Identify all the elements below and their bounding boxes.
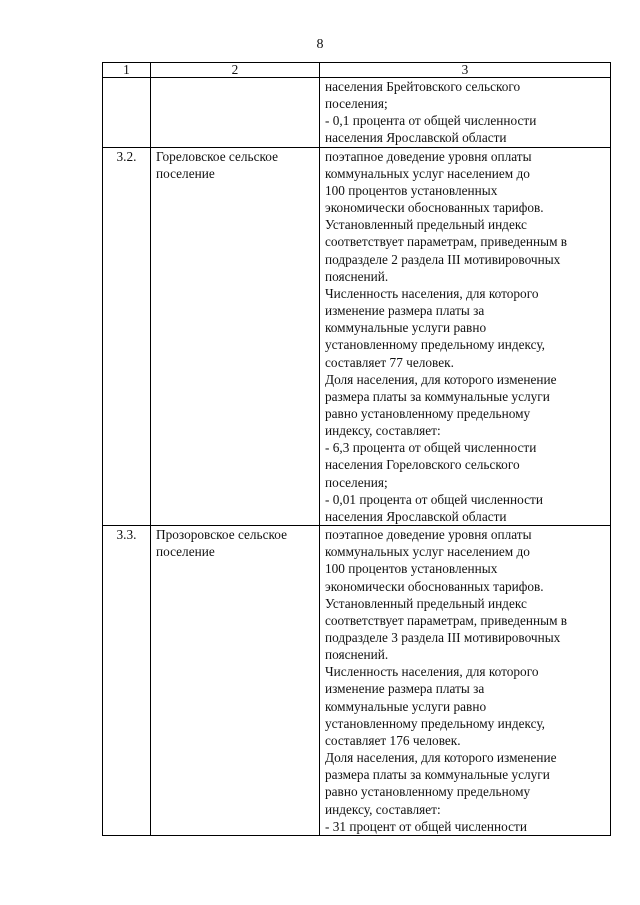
table-body — [103, 78, 611, 836]
description-line: - 6,3 процента от общей численности — [325, 440, 537, 456]
description-line: поселения; — [325, 96, 388, 112]
description-line: равно установленному предельному — [325, 784, 531, 800]
description-line: установленному предельному индексу, — [325, 715, 545, 731]
description-line: коммунальные услуги равно — [325, 698, 487, 714]
description-line: составляет 77 человек. — [325, 354, 454, 370]
description-line: Установленный предельный индекс — [325, 595, 527, 611]
description-line: экономически обоснованных тарифов. — [325, 200, 544, 216]
description-line: - 31 процент от общей численности — [325, 818, 527, 834]
description-line: населения Брейтовского сельского — [325, 79, 521, 94]
description-line: индексу, составляет: — [325, 423, 441, 439]
description-line: - 0,1 процента от общей численности — [325, 113, 537, 129]
table-row — [103, 526, 611, 836]
description-line: соответствует параметрам, приведенным в — [325, 612, 568, 628]
description-line: пояснений. — [325, 647, 389, 663]
description-cell — [320, 78, 611, 148]
row-number: 3.3. — [103, 526, 151, 836]
description-line: экономически обоснованных тарифов. — [325, 578, 544, 594]
description-line: Доля населения, для которого изменение — [325, 371, 557, 387]
description-line: пояснений. — [325, 268, 389, 284]
description-line: населения Ярославской области — [325, 130, 507, 146]
settlement-name-cell — [151, 78, 320, 148]
row-number: 3.2. — [103, 147, 151, 525]
description-line: равно установленному предельному — [325, 405, 531, 421]
description-line: Численность населения, для которого — [325, 285, 539, 301]
description-line: поэтапное доведение уровня оплаты — [325, 527, 532, 543]
column-number-2: 2 — [151, 63, 320, 78]
description-line: Доля населения, для которого изменение — [325, 750, 557, 766]
description-line: 100 процентов установленных — [325, 182, 498, 198]
table-header-row — [103, 63, 611, 78]
settlement-name-line: Прозоровское сельское — [156, 527, 288, 543]
description-line: коммунальных услуг населением до — [325, 165, 530, 181]
description-line: - 0,01 процента от общей численности — [325, 491, 543, 507]
description-line: поэтапное доведение уровня оплаты — [325, 148, 532, 164]
description-line: коммунальные услуги равно — [325, 320, 487, 336]
description-line: поселения; — [325, 474, 388, 490]
description-cell — [320, 147, 611, 525]
settlement-name-line: Гореловское сельское — [156, 148, 278, 164]
description-line: изменение размера платы за — [325, 681, 485, 697]
description-line: размера платы за коммунальные услуги — [325, 388, 550, 404]
row-number — [103, 78, 151, 148]
settlement-name-cell — [151, 526, 320, 836]
description-line: соответствует параметрам, приведенным в — [325, 234, 568, 250]
settlement-name-line: поселение — [156, 165, 215, 181]
settlement-name-line: поселение — [156, 544, 215, 560]
description-cell — [320, 526, 611, 836]
description-line: населения Гореловского сельского — [325, 457, 520, 473]
document-table — [102, 62, 611, 836]
column-number-1: 1 — [103, 63, 151, 78]
description-line: коммунальных услуг населением до — [325, 544, 530, 560]
description-line: подразделе 2 раздела III мотивировочных — [325, 251, 561, 267]
table-row — [103, 147, 611, 525]
description-line: составляет 176 человек. — [325, 732, 461, 748]
description-line: населения Ярославской области — [325, 508, 507, 524]
description-line: размера платы за коммунальные услуги — [325, 767, 550, 783]
description-line: Установленный предельный индекс — [325, 217, 527, 233]
description-line: индексу, составляет: — [325, 801, 441, 817]
page-number: 8 — [316, 37, 324, 52]
settlement-name-cell — [151, 147, 320, 525]
description-line: установленному предельному индексу, — [325, 337, 545, 353]
table-row — [103, 78, 611, 148]
description-line: Численность населения, для которого — [325, 664, 539, 680]
column-number-3: 3 — [320, 63, 611, 78]
description-line: изменение размера платы за — [325, 303, 485, 319]
description-line: 100 процентов установленных — [325, 561, 498, 577]
description-line: подразделе 3 раздела III мотивировочных — [325, 630, 561, 645]
